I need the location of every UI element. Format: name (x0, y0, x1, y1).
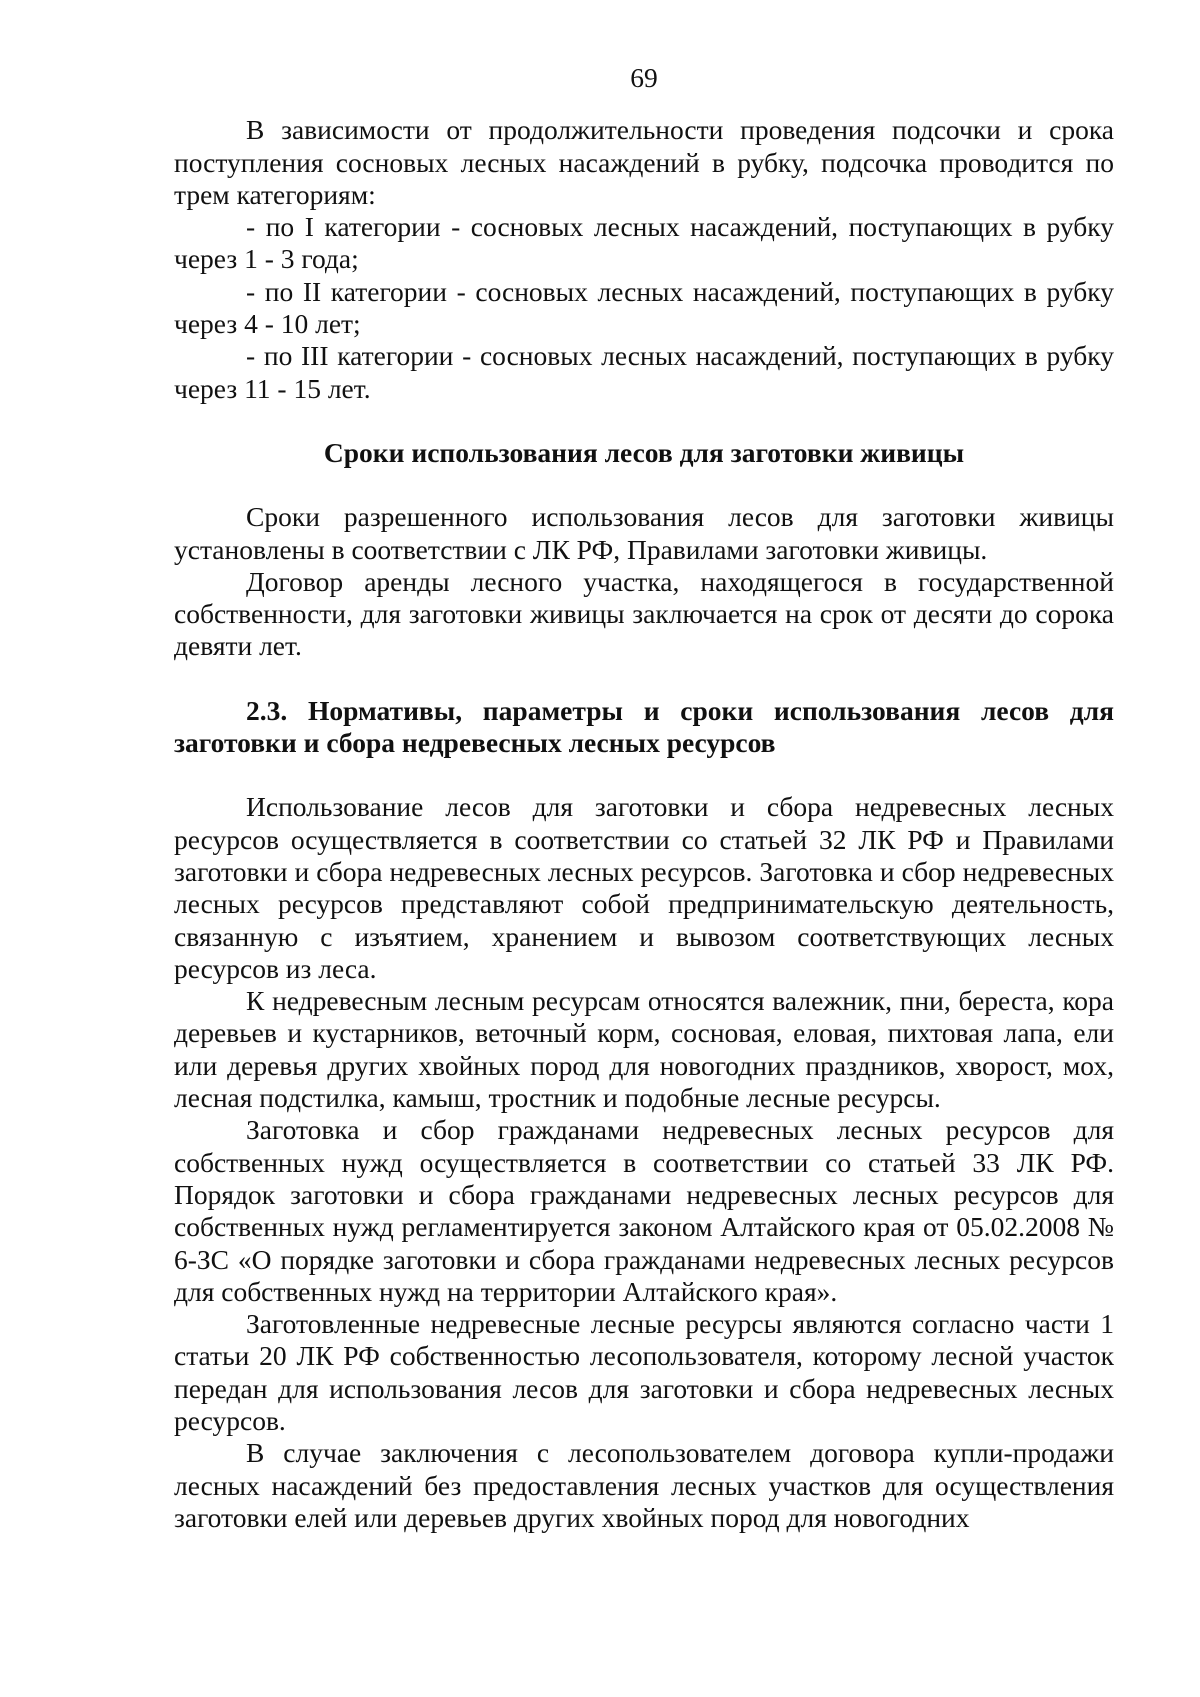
paragraph-intro: В зависимости от продолжительности проведения подсочки и срока поступления сосновых лесных насаждений в рубку, подсочка проводится по трем категориям: (174, 114, 1114, 210)
paragraph-citizens-needs: Заготовка и сбор гражданами недревесных лесных ресурсов для собственных нужд осуществляется в соответствии со статьей 33 ЛК РФ. Порядок заготовки и сбора гражданами недревесных лесных ресурсов для собственных нужд регламентируется законом Алтайского края от 05.02.2008 № 6-ЗС «О порядке заготовки и сбора гражданами недревесных лесных ресурсов для собственных нужд на территории Алтайского края». (174, 1114, 1114, 1307)
paragraph-lease-agreement: Договор аренды лесного участка, находящегося в государственной собственности, для заготовки живицы заключается на срок от десяти до сорока девяти лет. (174, 565, 1114, 662)
list-item-category-3: - по III категории - сосновых лесных насаждений, поступающих в рубку через 11 - 15 лет. (174, 340, 1114, 404)
page-number: 69 (630, 62, 658, 93)
paragraph-usage: Использование лесов для заготовки и сбора недревесных лесных ресурсов осуществляется в соответствии со статьей 32 ЛК РФ и Правилами заготовки и сбора недревесных лесных ресурсов. Заготовка и сбор недревесных лесных ресурсов представляют собой предпринимательскую деятельность, связанную с изъятием, хранением и вывозом соответствующих лесных ресурсов из леса. (174, 791, 1114, 984)
section-heading-resin: Сроки использования лесов для заготовки живицы (323, 436, 965, 468)
list-item-category-2: - по II категории - сосновых лесных насаждений, поступающих в рубку через 4 - 10 лет; (174, 275, 1114, 340)
section-heading-2-3: 2.3. Нормативы, параметры и сроки использования лесов для заготовки и сбора недревесных лесных ресурсов (174, 694, 1114, 759)
list-item-category-1: - по I категории - сосновых лесных насаждений, поступающих в рубку через 1 - 3 года; (174, 211, 1114, 275)
paragraph-ownership: Заготовленные недревесные лесные ресурсы являются согласно части 1 статьи 20 ЛК РФ собственностью лесопользователя, которому лесной участок передан для использования лесов для заготовки и сбора недревесных лесных ресурсов. (174, 1308, 1114, 1436)
paragraph-resin-terms: Сроки разрешенного использования лесов для заготовки живицы установлены в соответствии с ЛК РФ, Правилами заготовки живицы. (174, 501, 1114, 565)
paragraph-contract-case: В случае заключения с лесопользователем договора купли-продажи лесных насаждений без предоставления лесных участков для осуществления заготовки елей или деревьев других хвойных пород для новогодних (174, 1437, 1114, 1533)
paragraph-resources-list: К недревесным лесным ресурсам относятся валежник, пни, береста, кора деревьев и кустарников, веточный корм, сосновая, еловая, пихтовая лапа, ели или деревья других хвойных пород для новогодних праздников, хворост, мох, лесная подстилка, камыш, тростник и подобные лесные ресурсы. (174, 985, 1114, 1114)
